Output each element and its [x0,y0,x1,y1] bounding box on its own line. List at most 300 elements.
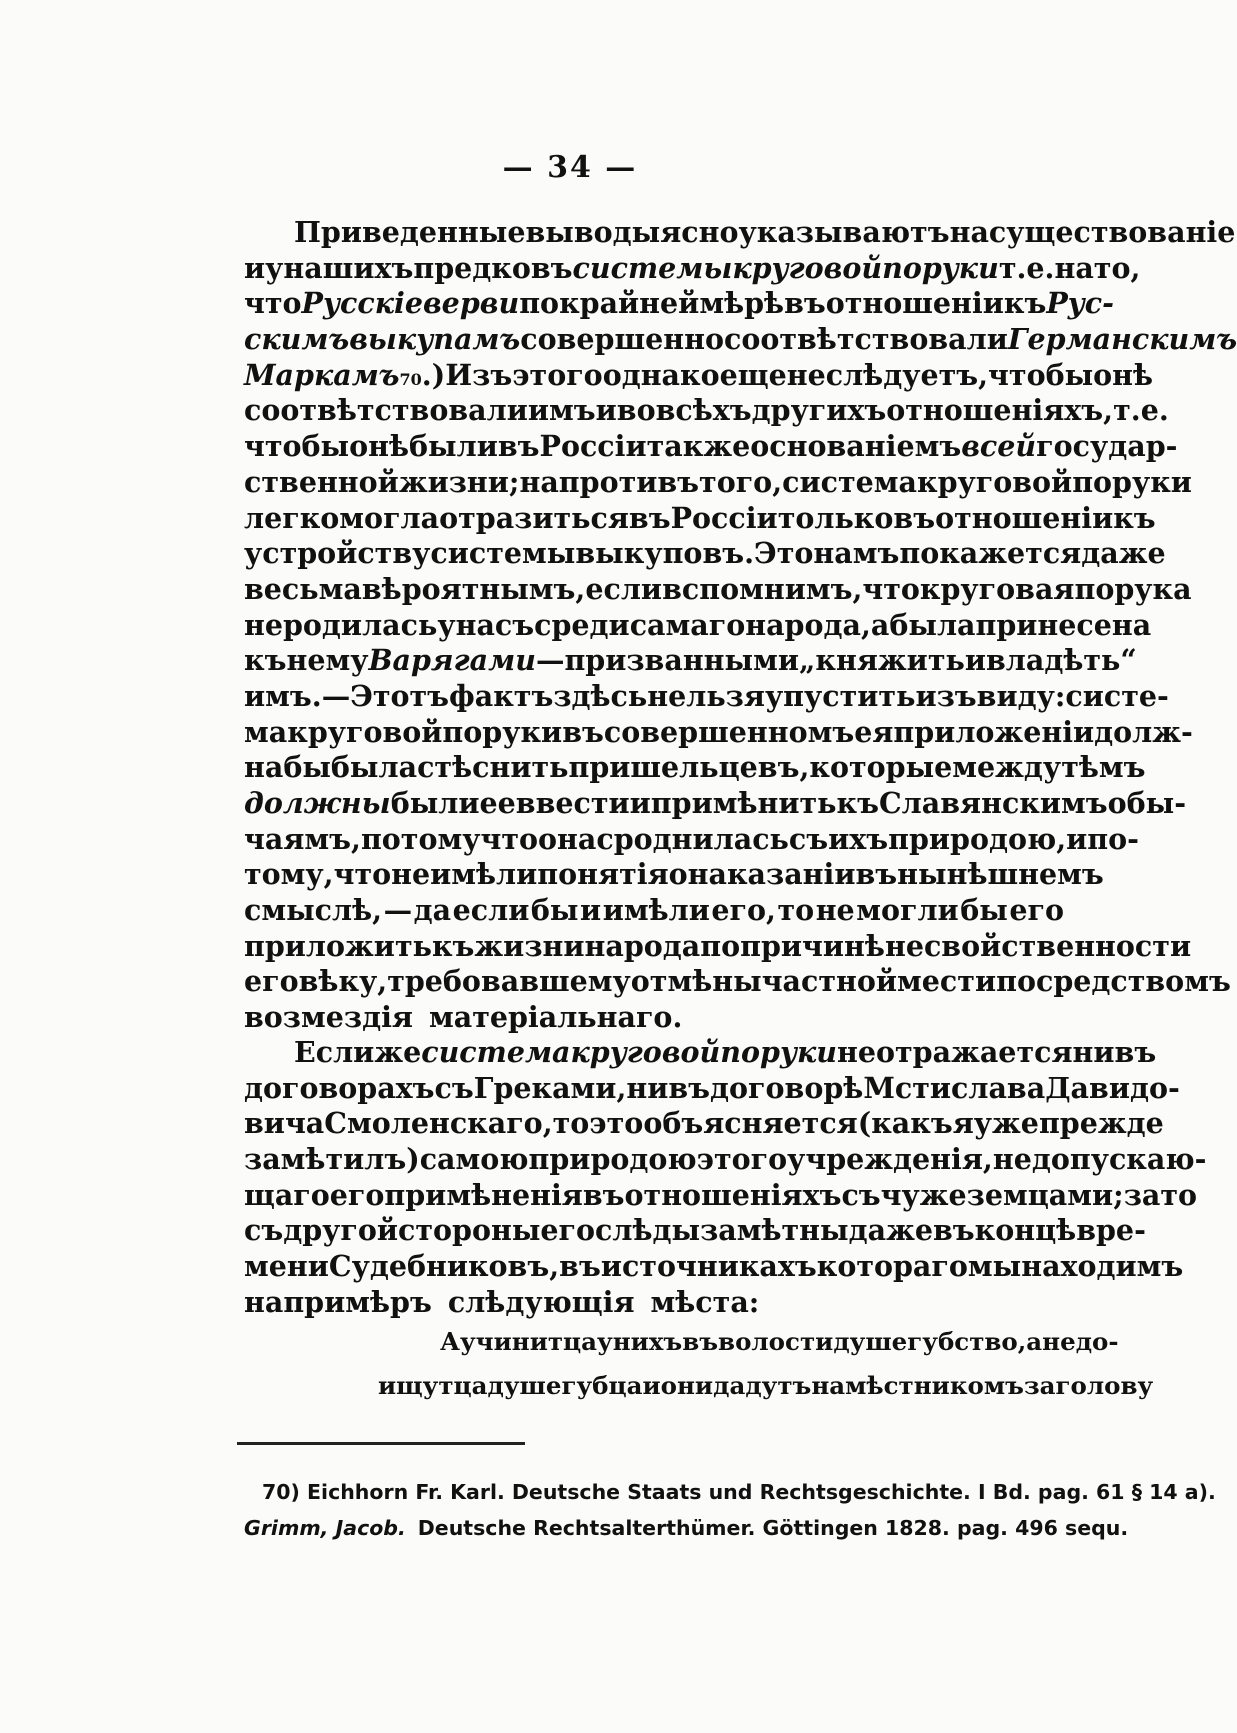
word: я [952,1106,974,1141]
word: ма [244,714,288,749]
word: того, [699,464,783,499]
word: его [540,1213,595,1248]
paragraph1-line [244,750,1146,786]
word: договорахъ [244,1070,435,1105]
word: нему [286,643,369,678]
word: поруки [442,714,563,749]
word: бы [530,893,579,928]
word: то [1160,1177,1198,1212]
word: среди [534,607,630,642]
word: несвойственности [884,928,1192,963]
word: и [595,393,617,428]
word: ственной [244,464,399,499]
word: примѣнить [650,786,837,820]
word: Россіи [539,429,647,464]
word: ясно [660,215,739,249]
word: т. [998,250,1027,285]
word: въ [1114,1035,1157,1069]
word: на [1054,250,1094,285]
word: въ [932,1213,975,1248]
word: матеріальнаго. [428,1000,683,1035]
word: выкупамъ [349,322,521,357]
word: въ [893,500,936,535]
word: виду: [976,678,1066,713]
word: то [552,1106,590,1141]
word: слѣдуетъ, [825,357,989,392]
paragraph1-line [244,714,1193,751]
word: фактъ [449,678,554,713]
word: всей [961,429,1037,464]
word: то, [1093,250,1141,285]
word: порука [1074,571,1192,606]
word: съ [788,821,829,856]
word: къ [836,786,879,820]
word: съ [434,1070,474,1105]
footnote-marker: 70 [399,369,422,389]
word: чаямъ, [244,821,361,856]
word: не [391,857,431,892]
word: жизни; [398,464,520,499]
word: Смоленскаго, [324,1106,553,1141]
paragraph-2 [244,1035,1207,1321]
word: онѣ [1093,357,1154,392]
word: (какъ [857,1106,953,1141]
word: имѣли [430,857,538,892]
word: не [786,357,826,392]
word: что [862,571,920,606]
word: его [1009,893,1064,928]
word: замѣтны [700,1213,849,1248]
word: слѣды [595,1213,701,1248]
word: же [374,1035,422,1069]
word: приложеніи [893,714,1095,749]
word: возмездія [244,1000,413,1035]
word: изъ [915,678,977,713]
word: поруки [1072,464,1192,499]
word: стѣснить [417,750,569,785]
word: А [440,1327,460,1356]
word: сроднилась [596,821,789,856]
word: чтобы [988,357,1094,392]
word: — [535,643,565,678]
word: частной [761,964,898,999]
word: были [390,786,480,820]
word: душегубца [487,1371,643,1400]
word: весьма [244,571,362,606]
word: должны [244,786,391,820]
page-number: — 34 — [502,150,638,185]
paragraph1-line [244,286,1114,322]
word: призванными [564,643,800,678]
word: долж- [1094,714,1193,749]
word: на [244,750,284,785]
word: ни [1072,1035,1115,1069]
footnote-citation: Deutsche Rechtsalterthümer. Göttingen 1828. pag. 496 sequ. [417,1516,1129,1540]
word: котораго [816,1249,968,1284]
word: учрежденія, [787,1142,993,1177]
paragraph2-line [244,1070,1180,1107]
word: причинѣ [740,928,885,963]
word: его [244,964,299,999]
footnote-70-continued [244,1510,1129,1546]
word: народа, [745,607,871,642]
word: концѣ [974,1213,1077,1248]
word: требовавшему [387,964,631,999]
word: легко [244,500,340,535]
word: которые [809,750,953,785]
paragraph1-line [244,786,1187,822]
word: мы [967,1249,1022,1284]
word: между [952,750,1062,785]
word: намъ [813,536,900,571]
word: „княжить [799,643,965,678]
word: только [777,500,894,535]
word: онѣ [349,429,410,464]
word: потому [360,821,481,856]
word: насъ [455,607,535,642]
paragraph1-line [244,607,1152,644]
word: родилась [283,607,438,642]
word: даже [848,1213,933,1248]
word: т. [1113,393,1141,428]
word: они [660,1371,714,1400]
word: скимъ [244,322,350,357]
word: прежде [1038,1106,1164,1141]
word: Греками, [473,1070,627,1105]
word: однако [602,357,720,392]
word: что [333,857,392,892]
word: въ [784,286,826,321]
paragraph1-line [244,215,1236,251]
word: тому, [244,857,334,892]
word: отмѣны [630,964,762,999]
word: во [616,393,656,428]
word: къ [244,643,287,678]
word: да [413,893,452,928]
word: мѣрѣ [699,286,785,321]
paragraph1-line [244,643,1137,679]
word: ее [479,786,516,820]
word: по [519,286,560,321]
word: имѣли [602,893,710,928]
word: его [329,1177,385,1212]
word: посредствомъ [996,964,1231,999]
word: напротивъ [519,464,700,499]
word: соотвѣтствовали [723,322,1008,357]
word: вича [244,1106,325,1141]
paragraph2-line [244,1106,1164,1142]
word: что [244,286,302,321]
word: круговая [919,571,1075,606]
word: могли [856,893,959,928]
word: была [330,750,418,785]
word: съ [244,1213,284,1248]
word: системы [430,536,576,571]
word: предковъ [413,250,573,285]
word: этого [512,357,603,392]
word: слѣдующія [447,1284,635,1319]
word: голову [1055,1371,1154,1400]
word: мени [244,1249,329,1284]
word: она [538,821,597,856]
word: отношеніяхъ, [886,393,1114,428]
word: ни [626,1070,669,1105]
word: въ [628,500,671,535]
word: также [646,429,751,464]
word: допускаю- [1031,1142,1207,1177]
word: ввести [515,786,630,820]
word: Изъ [445,357,513,392]
word: въ [855,857,898,892]
word: поруки [720,1035,837,1069]
word: намѣстникомъ [811,1371,1024,1400]
word: бы [283,750,331,785]
paragraph1-line [244,322,1237,358]
word: совершенно [520,322,724,357]
word: нынѣшнемъ [897,857,1104,892]
word: всѣхъ [655,393,752,428]
word: Славянскимъ [878,786,1108,820]
word: къ [1113,500,1156,535]
word: система [421,1035,571,1069]
word: наказаніи [687,857,856,892]
word: верви [422,286,520,321]
word: Это [754,536,814,571]
word: системы [572,250,733,285]
word: указываютъ [738,215,950,249]
word: вре- [1076,1213,1146,1248]
word: отражается [876,1035,1073,1069]
word: чтобы [244,429,350,464]
word: другихъ [751,393,887,428]
word: къ [1003,286,1047,321]
word: въ [562,714,604,749]
word: замѣтилъ) [244,1142,420,1177]
word: въ [682,1327,719,1356]
word: Русскіе [301,286,423,321]
word: бы [960,893,1008,928]
word: объясняется [643,1106,858,1141]
word: ея [854,714,894,749]
word: здѣсь [553,678,648,713]
word: не [1042,1327,1076,1356]
word: систе- [1065,678,1169,713]
paragraph2-line [244,1142,1207,1178]
word: Россіи [670,500,778,535]
word: это [589,1106,644,1141]
paragraph1-line [244,964,1231,1000]
word: и [580,893,602,928]
word: Если [294,1035,375,1069]
footnote-separator [237,1442,525,1445]
word: у [437,607,456,642]
paragraph2-line [244,1035,1157,1071]
word: дадутъ [713,1371,812,1400]
word: о [668,857,688,892]
word: не [837,1035,876,1069]
paragraph1-line [244,678,1169,715]
word: упустить [764,678,916,713]
word: нельзя [647,678,765,713]
word: къ [431,928,475,963]
word: стороны [398,1213,541,1248]
paragraph1-line [244,357,1154,394]
word: и [629,786,651,820]
word: въ [582,1177,625,1212]
word: его, [711,893,776,928]
paragraph2-line [244,1213,1146,1249]
word: жизни [474,928,585,963]
footnote-70-text: 70) Eichhorn Fr. Karl. Deutsche Staats und Rechtsgeschichte. I Bd. pag. 61 § 14 a). [262,1480,1216,1504]
word: на [949,215,989,249]
word: природою, [888,821,1067,856]
paragraph1-line [244,571,1192,608]
word: ихъ [828,821,889,856]
word: что [480,821,539,856]
word: щаго [244,1177,330,1212]
word: круговой [917,464,1073,499]
word: поруки [882,250,999,285]
word: смыслѣ, [244,893,383,928]
word: напримѣръ [244,1284,432,1319]
word: .) [421,357,446,392]
word: душегубство, [833,1327,1027,1356]
word: за [1123,1177,1161,1212]
word: мѣста: [650,1284,760,1319]
paragraph1-line [244,821,1139,858]
paragraph1-line [244,429,1178,465]
word: выводы [525,215,661,249]
paragraph1-line [244,393,1169,429]
paragraph1-line [244,250,1141,287]
word: а [1026,1327,1043,1356]
footnote-70 [244,1474,1216,1510]
word: — [383,893,413,928]
word: совершенномъ [603,714,855,749]
word: и [1066,821,1088,856]
word: Германскимъ [1007,322,1237,357]
word: вѣку, [298,964,388,999]
word: — [321,678,351,713]
word: могла [339,500,440,535]
word: учинитца [459,1327,598,1356]
word: имъ [527,393,596,428]
word: если [585,571,663,606]
word: еще [719,357,787,392]
paragraph1-line [244,500,1156,537]
word: е. [1140,393,1169,428]
word: въ [668,1070,711,1105]
word: вспомнимъ, [662,571,863,606]
word: до- [1075,1327,1119,1356]
word: волости [718,1327,834,1356]
word: а [870,607,890,642]
word: съ [841,1177,881,1212]
word: обы- [1107,786,1187,820]
word: Приведенные [294,215,526,249]
word: природою [528,1142,697,1177]
word: отразиться [439,500,629,535]
paragraph1-line [244,857,1104,893]
paragraph1-line [244,464,1192,501]
word: самаго [629,607,746,642]
word: выкуповъ. [575,536,755,571]
word: даже [1081,536,1166,571]
word: Маркамъ [244,357,400,392]
word: соотвѣтствовали [244,393,528,428]
word: основаніемъ [750,429,962,464]
word: принесена [975,607,1152,642]
word: приложить [244,928,432,963]
paragraph2-line [244,1249,1184,1285]
word: у [597,1327,613,1356]
quote-line [244,1364,1154,1408]
word: имъ. [244,678,322,713]
word: государ- [1036,429,1178,464]
word: круговой [287,714,443,749]
word: если [452,893,530,928]
word: въ [497,429,540,464]
word: были [409,429,498,464]
word: отношеніи [825,286,1004,321]
word: е. [1026,250,1055,285]
word: Давидо- [1045,1070,1180,1105]
word: не [992,1142,1032,1177]
word: устройству [244,536,431,571]
paragraph2-line [244,1285,1064,1321]
word: тѣмъ [1061,750,1146,785]
word: не [815,893,855,928]
word: была [889,607,976,642]
paragraph2-line [244,1177,1198,1214]
word: и [642,1371,661,1400]
word: Судебниковъ, [328,1249,560,1284]
word: у [265,250,284,285]
word: существованіе [988,215,1236,249]
word: покажется [899,536,1082,571]
paragraph1-line [244,893,1064,929]
word: пришельцевъ, [568,750,810,785]
word: крайней [559,286,700,321]
word: самою [419,1142,529,1177]
word: нихъ [612,1327,683,1356]
word: договорѣ [710,1070,864,1105]
word: источникахъ [600,1249,817,1284]
word: примѣненія [384,1177,583,1212]
word: чужеземцами; [880,1177,1124,1212]
paragraph1-line [244,928,1192,965]
word: понятія [537,857,669,892]
word: круговой [732,250,883,285]
word: и [964,643,986,678]
paragraph-1 [244,215,1237,1036]
word: по- [1087,821,1139,856]
word: уже [973,1106,1039,1141]
word: отношеніи [935,500,1114,535]
word: отношеніяхъ [624,1177,842,1212]
word: находимъ [1021,1249,1184,1284]
word: этого [696,1142,788,1177]
quote-line [244,1320,1119,1364]
quoted-excerpt [244,1320,1154,1408]
word: владѣть“ [985,643,1137,678]
word: вѣроятнымъ, [361,571,586,606]
paragraph1-line [244,536,1166,572]
word: нашихъ [283,250,414,285]
word: Мстислава [863,1070,1046,1105]
word: Рус- [1046,286,1114,321]
word: по [700,928,741,963]
